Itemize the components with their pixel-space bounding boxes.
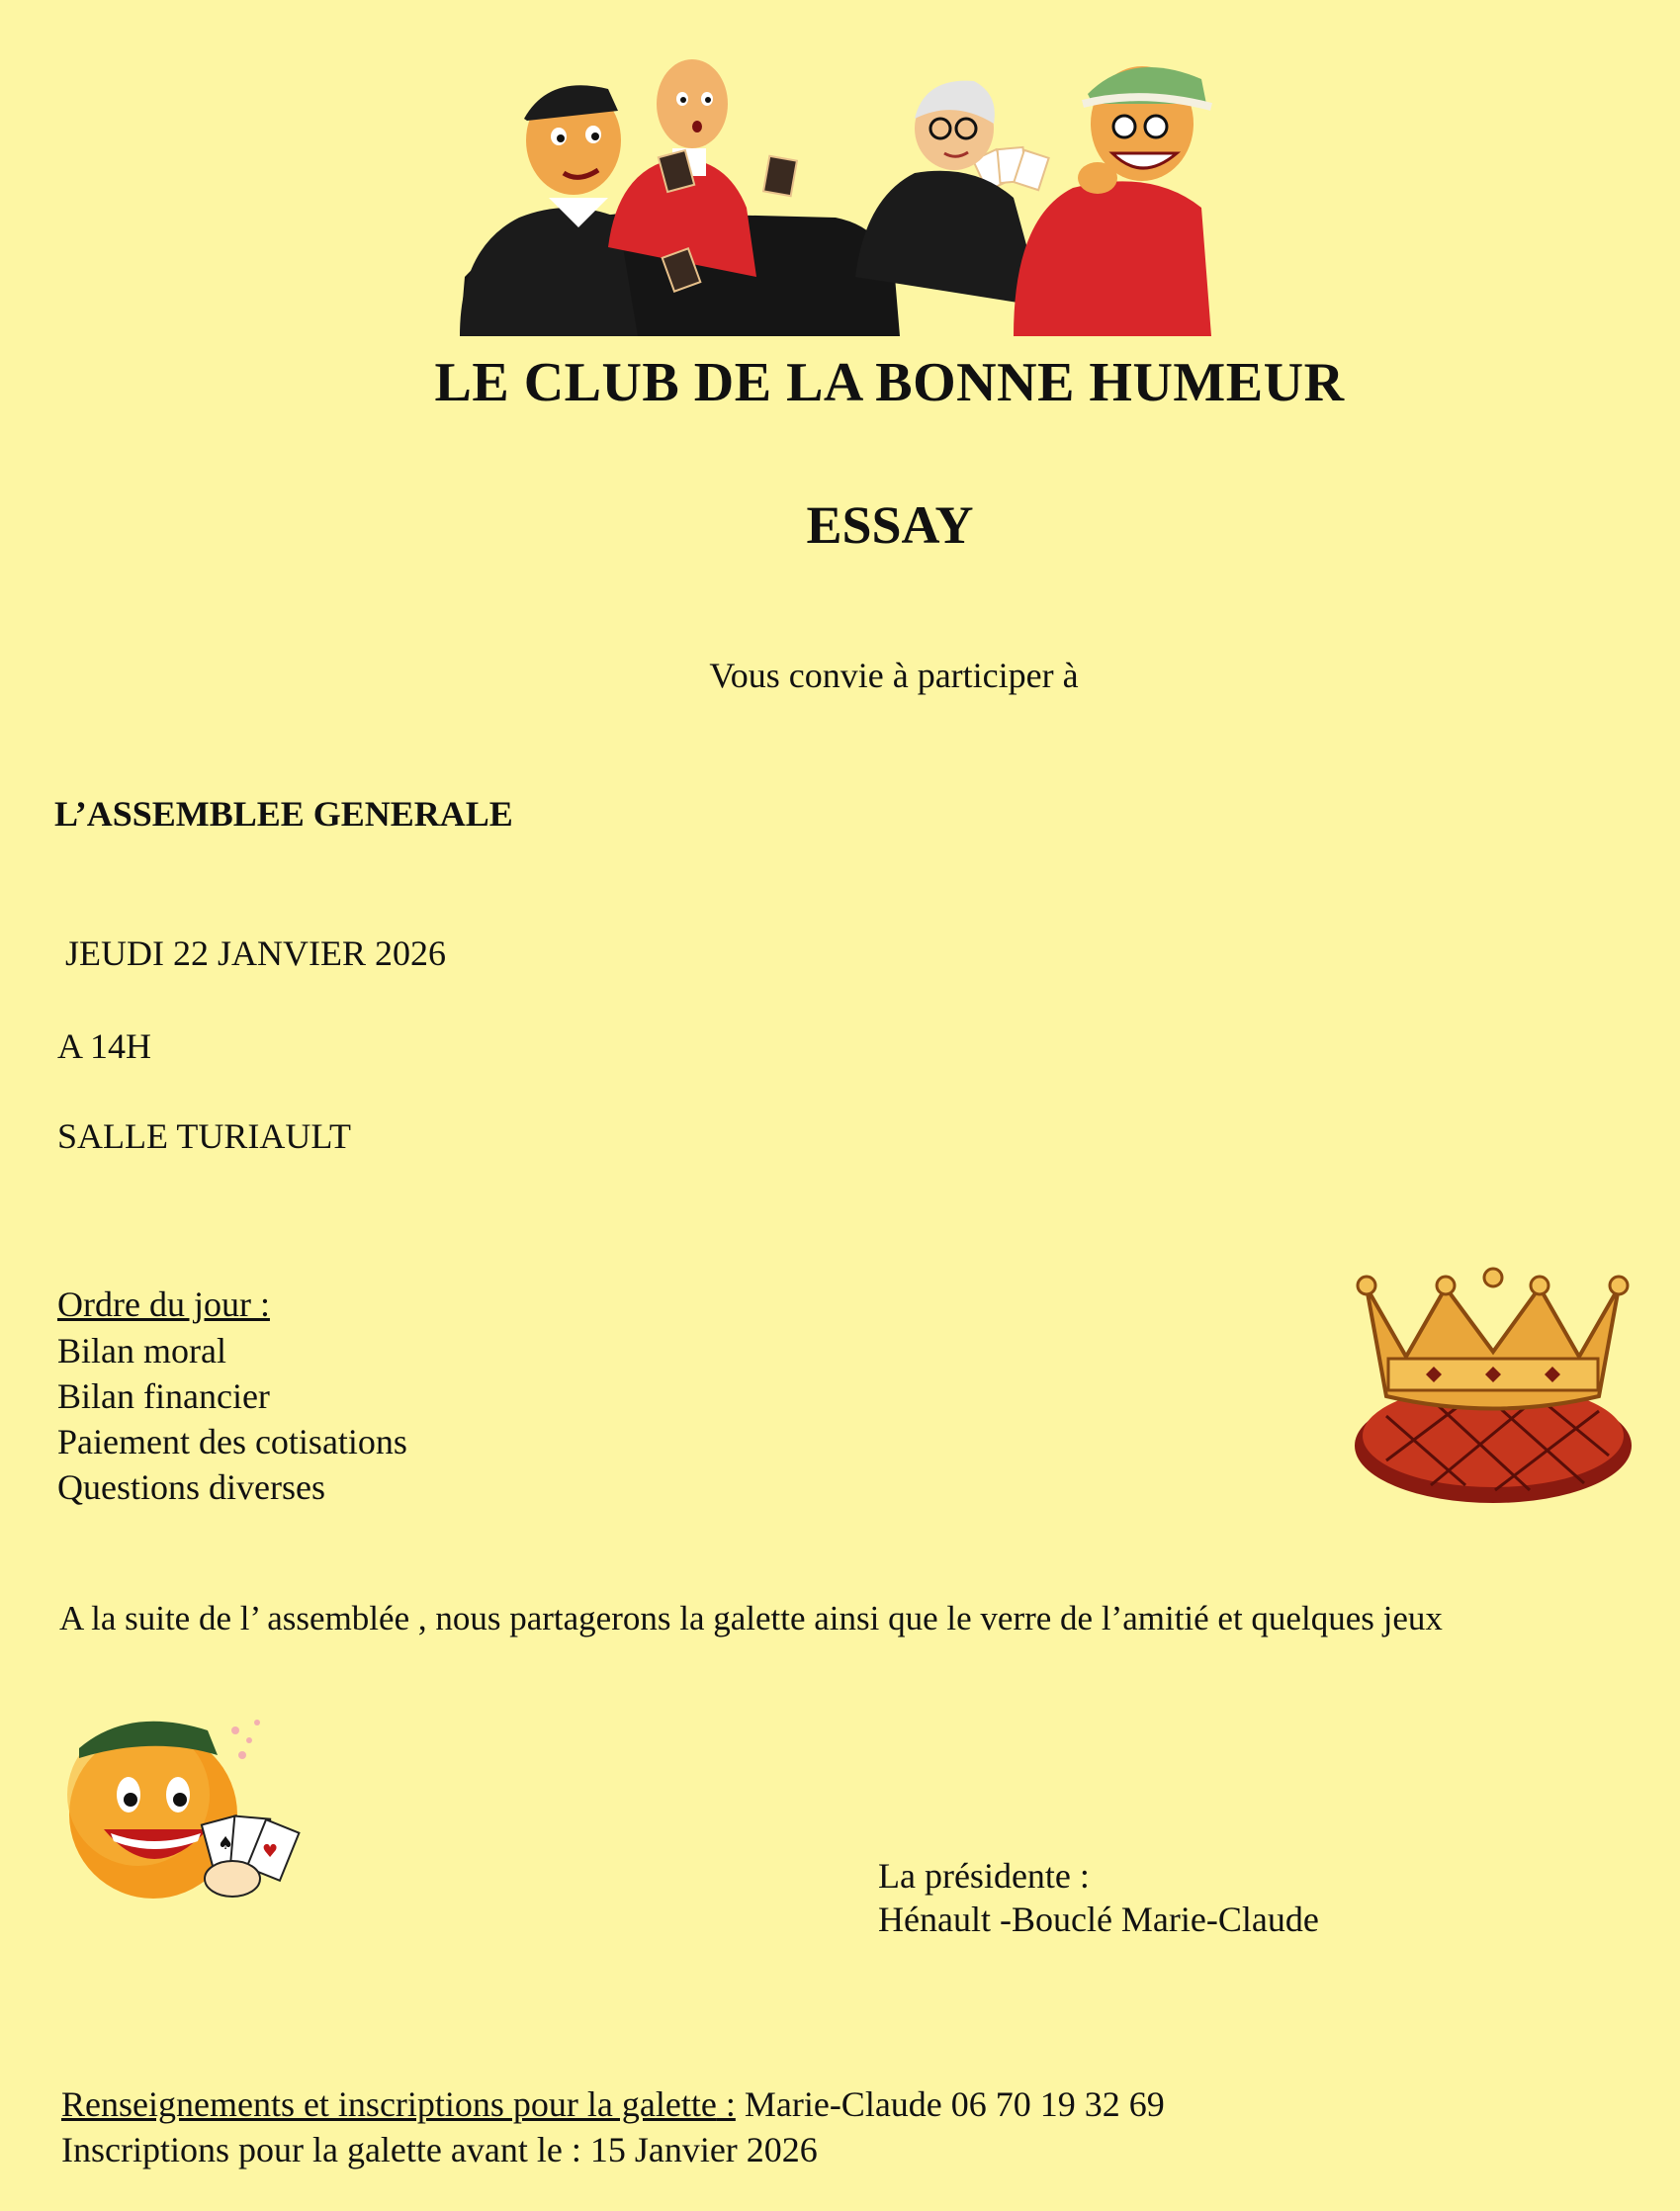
svg-text:♠: ♠ xyxy=(218,1833,234,1854)
contact-block xyxy=(61,2081,1165,2172)
signature-role: La présidente : xyxy=(878,1856,1090,1896)
suite-paragraph: A la suite de l’ assemblée , nous partagerons la galette ainsi que le verre de l’amitié et quelques jeux xyxy=(59,1599,1443,1637)
contact-line xyxy=(61,2081,1165,2127)
galette-crown-illustration xyxy=(1347,1248,1638,1510)
list-item: Questions diverses xyxy=(57,1467,325,1507)
list-item: Bilan financier xyxy=(57,1376,270,1416)
list-item: Paiement des cotisations xyxy=(57,1422,407,1461)
club-subtitle: ESSAY xyxy=(806,495,974,555)
signature-name: Hénault -Bouclé Marie-Claude xyxy=(878,1900,1319,1939)
signature-block xyxy=(878,1854,1319,1941)
agenda-heading: Ordre du jour : xyxy=(57,1284,270,1324)
event-name: L’ASSEMBLEE GENERALE xyxy=(54,794,513,834)
event-time: A 14H xyxy=(57,1026,152,1066)
contact-sep: : xyxy=(716,2084,736,2124)
contact-person: Marie-Claude 06 70 19 32 69 xyxy=(735,2084,1165,2124)
card-players-illustration xyxy=(460,49,1221,336)
svg-text:♥: ♥ xyxy=(262,1841,279,1862)
list-item: Bilan moral xyxy=(57,1331,226,1371)
smiley-cards-illustration xyxy=(59,1701,307,1908)
page-title: LE CLUB DE LA BONNE HUMEUR xyxy=(434,352,1345,413)
deadline-line: Inscriptions pour la galette avant le : 15 Janvier 2026 xyxy=(61,2130,818,2169)
event-place: SALLE TURIAULT xyxy=(57,1116,351,1156)
event-date: JEUDI 22 JANVIER 2026 xyxy=(65,933,446,973)
invite-text: Vous convie à participer à xyxy=(709,656,1079,695)
agenda-list xyxy=(57,1328,407,1510)
contact-label: Renseignements et inscriptions pour la galette xyxy=(61,2084,717,2124)
